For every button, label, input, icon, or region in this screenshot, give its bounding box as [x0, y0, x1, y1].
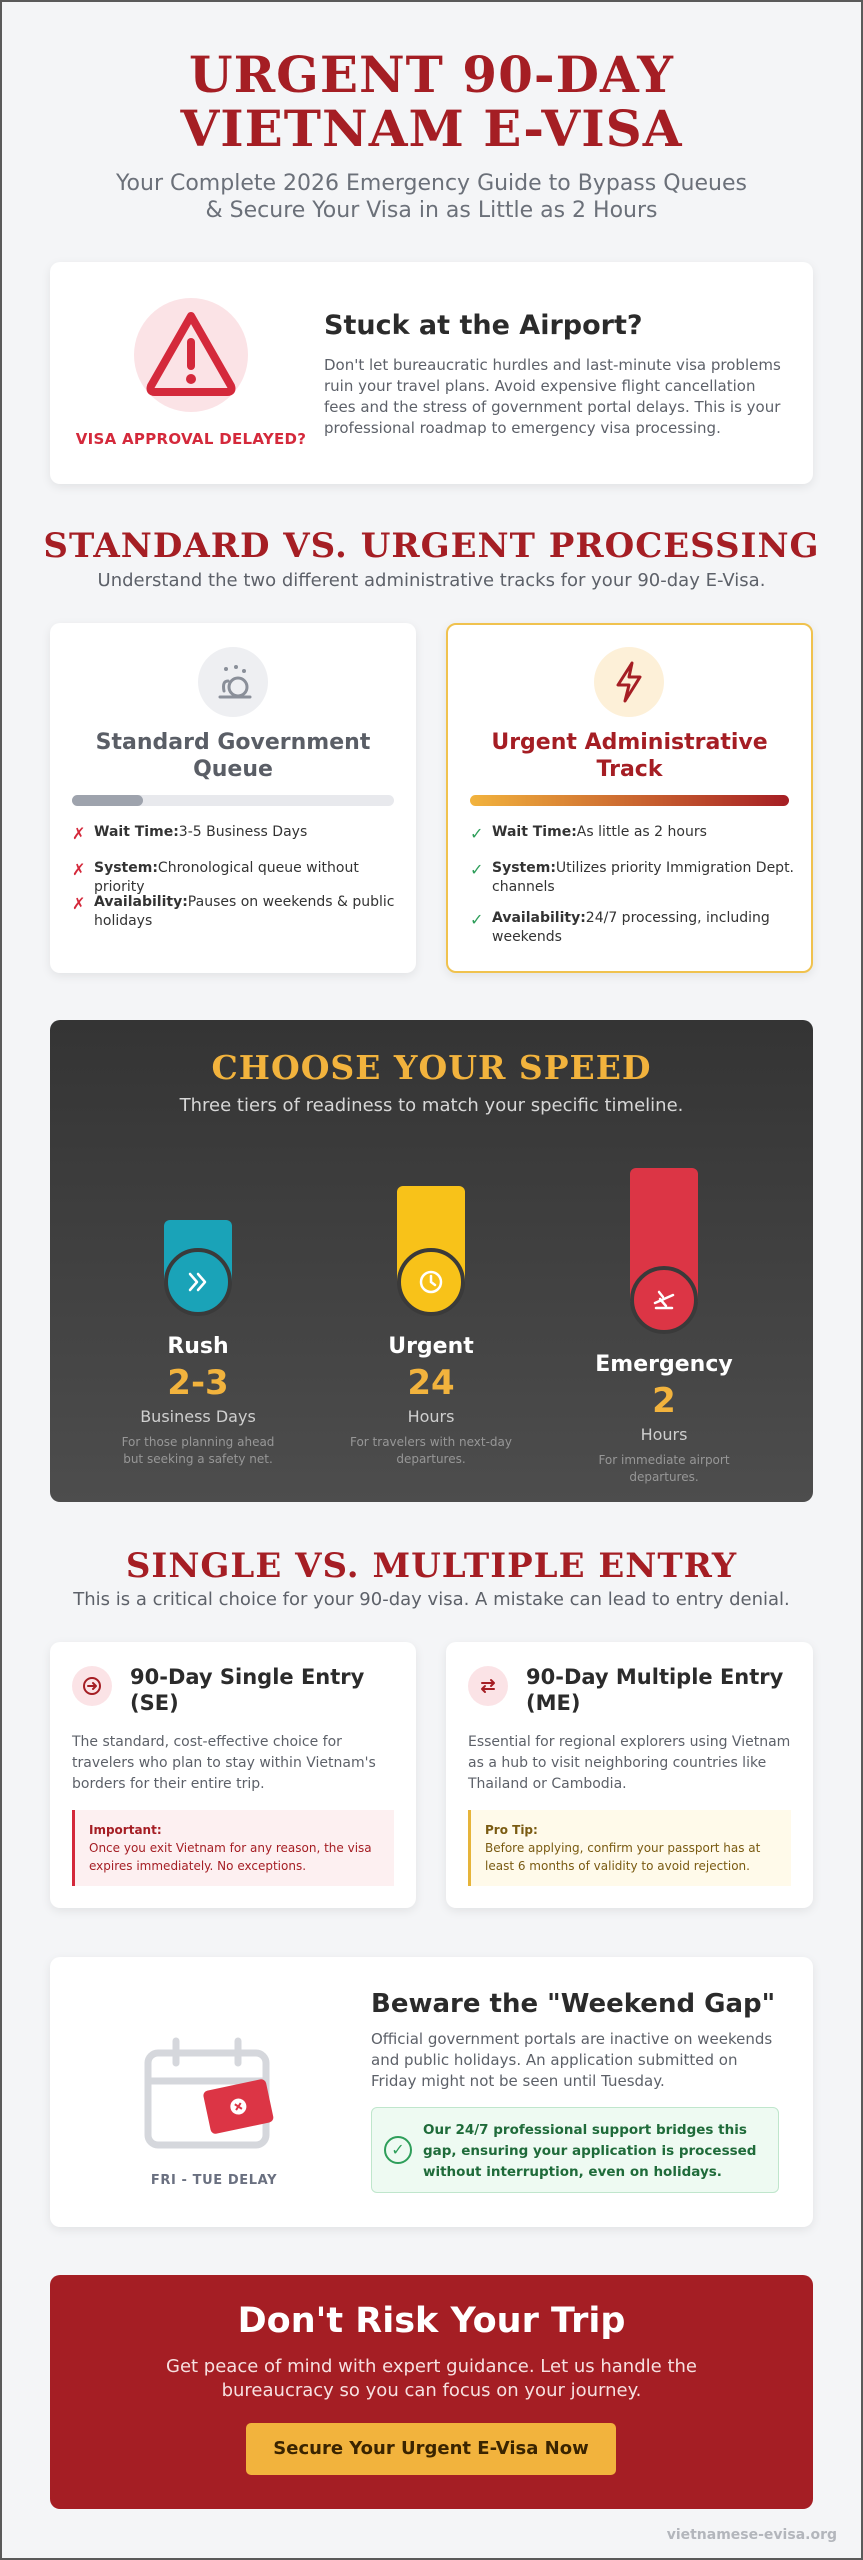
single-entry-title: 90-Day Single Entry (SE)	[130, 1665, 365, 1715]
stuck-text: Don't let bureaucratic hurdles and last-minute visa problems ruin your travel plans. Avoid expensive flight cancellation fees and the stress of government portal delays. This is your professional roadmap to emergency visa processing.	[324, 356, 781, 437]
standard-feature-system: ✗ System:Chronological queue without priority	[72, 860, 359, 895]
single-entry-warning: Important: Once you exit Vietnam for any reason, the visa expires immediately. No exceptions.	[72, 1810, 394, 1886]
single-entry-desc: The standard, cost-effective choice for travelers who plan to stay within Vietnam's borders for their entire trip.	[72, 1734, 376, 1792]
speed-title: CHOOSE YOUR SPEED	[211, 1048, 652, 1087]
calendar-cancel-icon	[140, 2035, 290, 2153]
weekend-title: Beware the "Weekend Gap"	[371, 1989, 776, 2019]
multiple-entry-title: 90-Day Multiple Entry (ME)	[526, 1665, 784, 1715]
stuck-title: Stuck at the Airport?	[324, 310, 643, 341]
page-subtitle: Your Complete 2026 Emergency Guide to Bypass Queues & Secure Your Visa in as Little as 2 Hours	[116, 171, 747, 223]
multiple-entry-card	[446, 1642, 813, 1908]
swap-arrows-icon	[468, 1666, 508, 1706]
standard-queue-card	[50, 623, 416, 973]
processing-title: STANDARD VS. URGENT PROCESSING	[43, 526, 820, 566]
speed-subtitle: Three tiers of readiness to match your specific timeline.	[179, 1095, 684, 1116]
secure-visa-button[interactable]: Secure Your Urgent E-Visa Now	[246, 2423, 616, 2475]
delay-badge: VISA APPROVAL DELAYED?	[75, 430, 307, 448]
cta-section	[50, 2275, 813, 2509]
tier-rush: Rush 2-3 Business Days For those planning ahead but seeking a safety net.	[121, 1334, 275, 1466]
warning-triangle-icon	[134, 298, 248, 412]
tier-urgent: Urgent 24 Hours For travelers with next-day departures.	[349, 1334, 513, 1466]
urgent-speed-bar	[470, 795, 789, 806]
weekend-gap-card	[50, 1957, 813, 2227]
single-entry-card	[50, 1642, 416, 1908]
hero	[0, 45, 863, 224]
weekend-delay-label: FRI - TUE DELAY	[150, 2173, 278, 2188]
standard-title: Standard Government Queue	[95, 730, 371, 782]
entry-subtitle: This is a critical choice for your 90-day visa. A mistake can lead to entry denial.	[73, 1589, 790, 1610]
support-note	[371, 2107, 779, 2193]
standard-feature-availability: ✗ Availability:Pauses on weekends & public holidays	[72, 894, 395, 929]
clock-icon	[397, 1248, 465, 1316]
footer-domain: vietnamese-evisa.org	[666, 2527, 837, 2543]
urgent-title: Urgent Administrative Track	[491, 730, 768, 782]
speed-section	[50, 1020, 813, 1502]
multiple-entry-desc: Essential for regional explorers using Vietnam as a hub to visit neighboring countries like Thailand or Cambodia.	[468, 1734, 791, 1792]
stuck-card	[50, 262, 813, 484]
urgent-track-card	[446, 623, 813, 973]
plane-takeoff-icon	[630, 1266, 698, 1334]
urgent-feature-system: ✓ System:Utilizes priority Immigration Dept. channels	[470, 860, 795, 895]
standard-feature-wait: ✗ Wait Time:3-5 Business Days	[72, 824, 308, 843]
tier-emergency: Emergency 2 Hours For immediate airport departures.	[595, 1352, 733, 1484]
weekend-text: Official government portals are inactive on weekends and public holidays. An application submitted on Friday might not be seen until Tuesday.	[371, 2030, 773, 2090]
lightning-icon	[594, 647, 664, 717]
entry-title: SINGLE VS. MULTIPLE ENTRY	[125, 1546, 738, 1586]
check-circle-icon: ✓	[384, 2136, 412, 2164]
cta-title: Don't Risk Your Trip	[237, 2301, 626, 2341]
processing-subtitle: Understand the two different administrative tracks for your 90-day E-Visa.	[97, 570, 766, 591]
double-chevron-icon	[164, 1248, 232, 1316]
support-note-text: Our 24/7 professional support bridges this gap, ensuring your application is processed without interruption, even on holidays.	[423, 2122, 757, 2180]
multiple-entry-tip: Pro Tip: Before applying, confirm your passport has at least 6 months of validity to avoid rejection.	[468, 1810, 791, 1886]
snail-icon	[198, 647, 268, 717]
cta-text: Get peace of mind with expert guidance. Let us handle the bureaucracy so you can focus on your journey.	[166, 2356, 697, 2401]
page-title: URGENT 90-DAY VIETNAM E-VISA	[180, 45, 683, 158]
urgent-feature-availability: ✓ Availability:24/7 processing, including weekends	[470, 910, 770, 945]
standard-speed-bar	[72, 795, 394, 806]
arrow-circle-icon	[72, 1666, 112, 1706]
urgent-feature-wait: ✓ Wait Time:As little as 2 hours	[470, 824, 707, 843]
